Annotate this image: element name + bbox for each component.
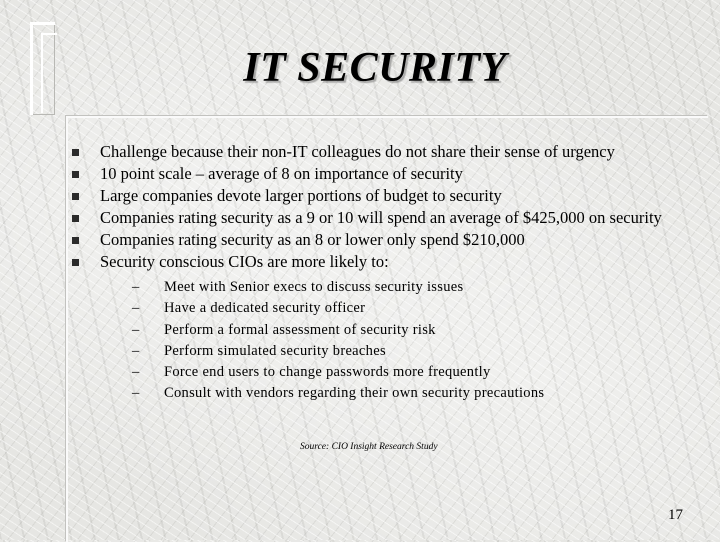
- slide-title: IT SECURITY: [243, 45, 507, 91]
- sub-bullet-item: [132, 298, 672, 319]
- bullet-text: Security conscious CIOs are more likely to:: [100, 252, 389, 271]
- dash-bullet-icon: –: [132, 321, 140, 338]
- sub-bullet-text: Consult with vendors regarding their own security precautions: [164, 385, 545, 402]
- bullet-item: [72, 185, 672, 207]
- sub-bullet-item: [132, 362, 672, 383]
- dash-bullet-icon: –: [132, 364, 140, 381]
- dash-bullet-icon: –: [132, 300, 140, 317]
- bullet-item: [72, 251, 672, 405]
- sub-bullet-item: [132, 383, 672, 404]
- bullet-item: [72, 207, 672, 229]
- bullet-text: Challenge because their non-IT colleagues do not share their sense of urgency: [100, 142, 615, 161]
- square-bullet-icon: [72, 259, 79, 266]
- sub-bullet-text: Perform simulated security breaches: [164, 342, 386, 359]
- bullet-text: Companies rating security as a 9 or 10 will spend an average of $425,000 on security: [100, 208, 662, 227]
- sub-bullet-item: [132, 320, 672, 341]
- dash-bullet-icon: –: [132, 279, 140, 295]
- square-bullet-icon: [72, 149, 79, 156]
- bullet-item: [72, 229, 672, 251]
- sub-bullet-text: Perform a formal assessment of security risk: [164, 321, 436, 338]
- bullet-text: Large companies devote larger portions of budget to security: [100, 186, 502, 205]
- square-bullet-icon: [72, 215, 79, 222]
- sub-bullet-text: Force end users to change passwords more frequently: [164, 364, 491, 381]
- square-bullet-icon: [72, 193, 79, 200]
- bullet-item: [72, 163, 672, 185]
- sub-bullet-item: [132, 277, 672, 298]
- sub-bullet-item: [132, 341, 672, 362]
- source-citation: Source: CIO Insight Research Study: [300, 442, 438, 452]
- sub-bullet-list: [100, 277, 672, 405]
- sub-bullet-text: Have a dedicated security officer: [164, 300, 366, 317]
- bullet-text: Companies rating security as an 8 or lower only spend $210,000: [100, 230, 525, 249]
- sub-bullet-text: Meet with Senior execs to discuss security issues: [164, 279, 464, 295]
- dash-bullet-icon: –: [132, 342, 140, 359]
- page-number: 17: [668, 507, 683, 523]
- bullet-item: [72, 141, 672, 163]
- square-bullet-icon: [72, 237, 79, 244]
- dash-bullet-icon: –: [132, 385, 140, 402]
- square-bullet-icon: [72, 171, 79, 178]
- bullet-text: 10 point scale – average of 8 on importance of security: [100, 164, 463, 183]
- bullet-list: [72, 141, 672, 405]
